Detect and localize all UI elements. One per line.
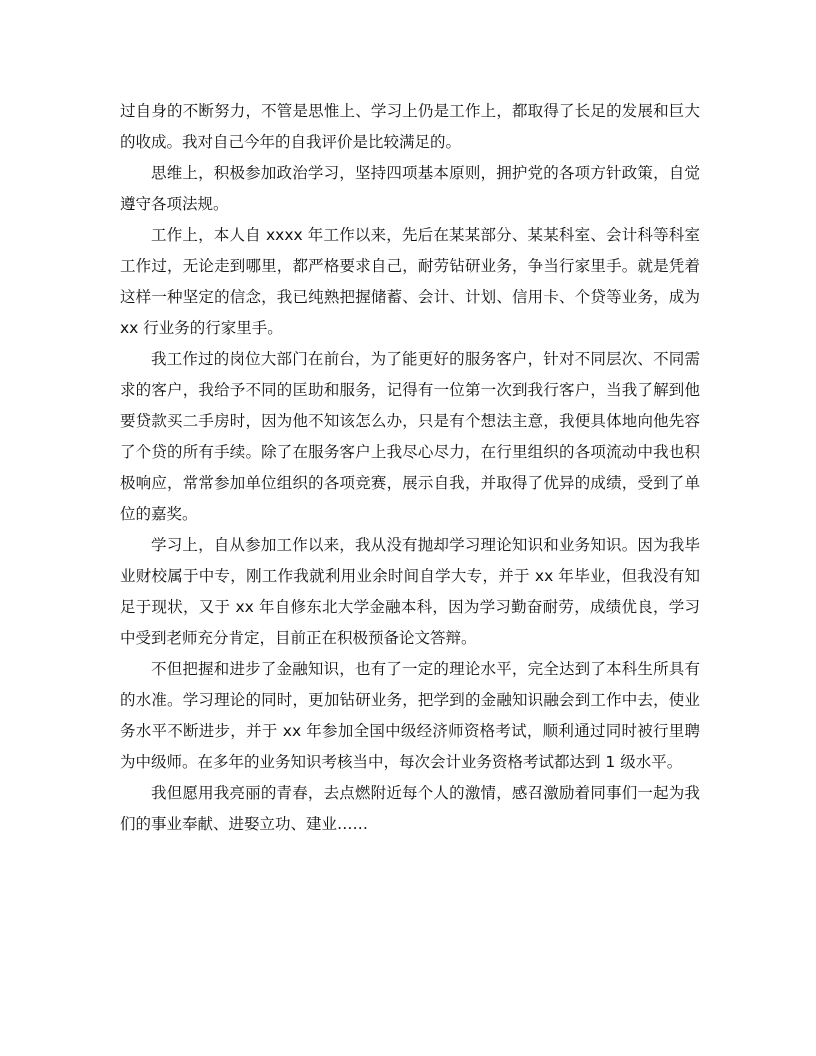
paragraph-financial-knowledge: 不但把握和进步了金融知识，也有了一定的理论水平，完全达到了本科生所具有的水准。学习理论的同时，更加钻研业务，把学到的金融知识融会到工作中去，使业务水平不断进步，并于 xx 年参加全国中级经济师资格考试，顺利通过同时被行里聘为中级师。在多年的业务知识考核当中，每次会计业务资格考试都达到 1 级水平。 <box>120 660 700 771</box>
paragraph-customer-service: 我工作过的岗位大部门在前台，为了能更好的服务客户，针对不同层次、不同需求的客户，我给予不同的匡助和服务，记得有一位第一次到我行客户，当我了解到他要贷款买二手房时，因为他不知该怎么办，只是有个想法主意，我便具体地向他先容了个贷的所有手续。除了在服务客户上我尽心尽力，在行里组织的各项流动中我也积极响应，常常参加单位组织的各项竞赛，展示自我，并取得了优异的成绩，受到了单位的嘉奖。 <box>120 350 700 523</box>
paragraph-thinking: 思维上，积极参加政治学习，坚持四项基本原则，拥护党的各项方针政策，自觉遵守各项法规。 <box>120 164 700 213</box>
paragraph-work: 工作上，本人自 xxxx 年工作以来，先后在某某部分、某某科室、会计科等科室工作过，无论走到哪里，都严格要求自己，耐劳钻研业务，争当行家里手。就是凭着这样一种坚定的信念，我已纯熟把握储蓄、会计、计划、信用卡、个贷等业务，成为 xx 行业务的行家里手。 <box>120 226 700 337</box>
paragraph-study: 学习上，自从参加工作以来，我从没有抛却学习理论知识和业务知识。因为我毕业财校属于中专，刚工作我就利用业余时间自学大专，并于 xx 年毕业，但我没有知足于现状，又于 xx 年自修东北大学金融本科，因为学习勤奋耐劳，成绩优良，学习中受到老师充分肯定，目前正在积极预备论文答辩。 <box>120 536 700 647</box>
document-body <box>120 96 700 840</box>
paragraph-closing: 我但愿用我亮丽的青春，去点燃附近每个人的激情，感召激励着同事们一起为我们的事业奉献、进娶立功、建业…… <box>120 784 700 833</box>
paragraph-self-evaluation: 过自身的不断努力，不管是思惟上、学习上仍是工作上，都取得了长足的发展和巨大的收成。我对自己今年的自我评价是比较满足的。 <box>120 102 700 151</box>
